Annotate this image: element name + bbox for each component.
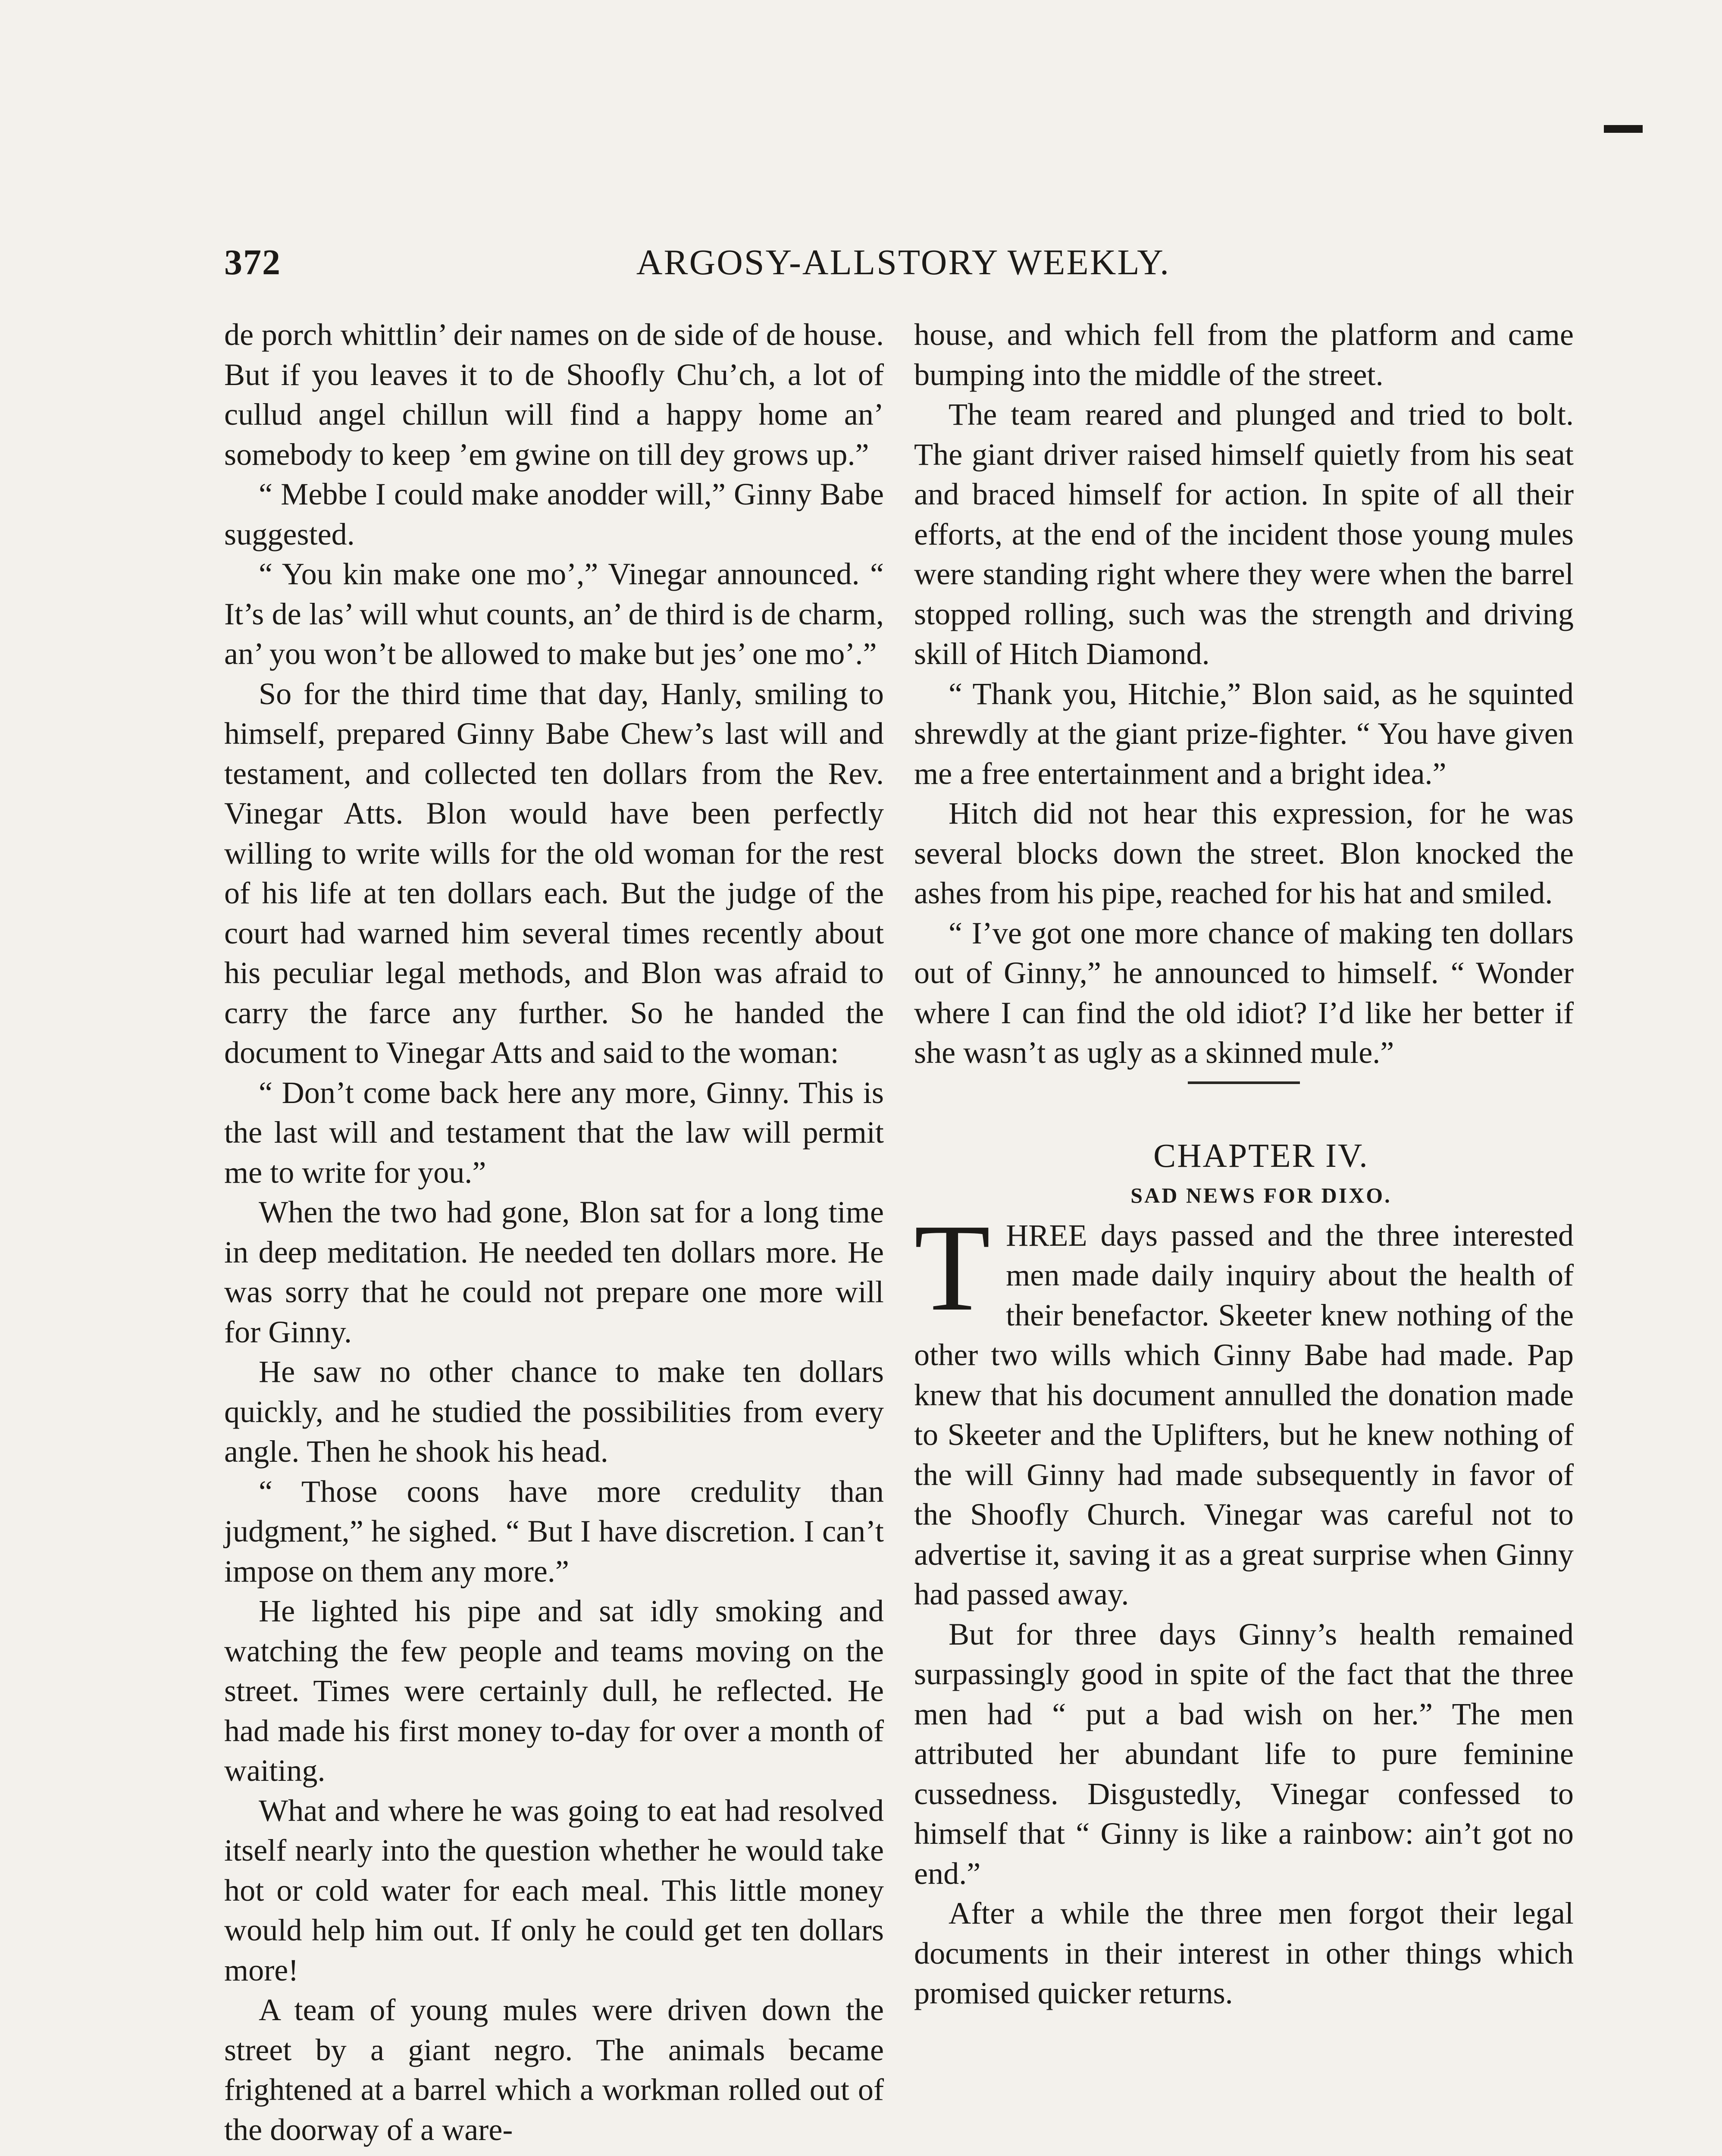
- page-number: 372: [224, 242, 281, 282]
- paragraph: He saw no other chance to make ten dollars quickly, and he studied the possibilities from every angle. Then he shook his head.: [224, 1354, 884, 1469]
- paragraph: The team reared and plunged and tried to bolt. The giant driver raised himself quietly from his seat and braced himself for action. In spite of all their efforts, at the end of the incident those young mules were standing right where they were when the barrel stopped rolling, such was the strength and driving skill of Hitch Diamond.: [914, 397, 1574, 671]
- paragraph: “ Don’t come back here any more, Ginny. This is the last will and testament that the law will permit me to write for you.”: [224, 1075, 884, 1190]
- paragraph: Hitch did not hear this expression, for he was several blocks down the street. Blon knocked the ashes from his pipe, reached for his hat and smiled.: [914, 796, 1574, 910]
- paragraph: de porch whittlin’ deir names on de side of de house. But if you leaves it to de Shoofly Chu’ch, a lot of cullud angel chillun will find a happy home an’ somebody to keep ’em gwine on till dey grows up.”: [224, 317, 884, 472]
- page-header: [224, 241, 1582, 293]
- paragraph: What and where he was going to eat had resolved itself nearly into the question whether he would take hot or cold water for each meal. This little money would help him out. If only he could get ten dollars more!: [224, 1793, 884, 1987]
- scan-artifact-mark: [1604, 125, 1643, 133]
- paragraph: “ Thank you, Hitchie,” Blon said, as he squinted shrewdly at the giant prize-fighter. “ You have given me a free entertainment and a bright idea.”: [914, 676, 1574, 791]
- paragraph: “ You kin make one mo’,” Vinegar announced. “ It’s de las’ will whut counts, an’ de third is de charm, an’ you won’t be allowed to make but jes’ one mo’.”: [224, 557, 884, 671]
- paragraph: He lighted his pipe and sat idly smoking and watching the few people and teams moving on the street. Times were certainly dull, he reflected. He had made his first money to-day for over a month of waiting.: [224, 1594, 884, 1788]
- chapter-subtitle: SAD NEWS FOR DIXO.: [1130, 1183, 1392, 1207]
- chapter-opening-paragraph: [914, 1198, 1574, 1614]
- paragraph: But for three days Ginny’s health remained surpassingly good in spite of the fact that the three men had “ put a bad wish on her.” The men attributed her abundant life to pure feminine cussedness. Disgustedly, Vinegar confessed to himself that “ Ginny is like a rainbow: ain’t got no end.”: [914, 1617, 1574, 1891]
- paragraph: After a while the three men forgot their legal documents in their interest in other things which promised quicker returns.: [914, 1896, 1574, 2010]
- paragraph: “ Those coons have more credulity than judgment,” he sighed. “ But I have discretion. I can’t impose on them any more.”: [224, 1474, 884, 1589]
- opening-text: HREE days passed and the three interested men made daily inquiry about the health of their benefactor. Skeeter knew nothing of the other two wills which Ginny Babe had made. Pap knew that his document annulled the donation made to Skeeter and the Uplifters, but he knew nothing of the will Ginny had made subsequently in favor of the Shoofly Church. Vinegar was careful not to advertise it, saving it as a great surprise when Ginny had passed away.: [914, 1218, 1574, 1611]
- paragraph: So for the third time that day, Hanly, smiling to himself, prepared Ginny Babe Chew’s last will and testament, and collected ten dollars from the Rev. Vinegar Atts. Blon would have been perfectly willing to write wills for the old woman for the rest of his life at ten dollars each. But the judge of the court had warned him several times recently about his peculiar legal methods, and Blon was afraid to carry the farce any further. So he handed the document to Vinegar Atts and said to the woman:: [224, 676, 884, 1070]
- left-column: [224, 315, 884, 2150]
- section-divider: [1188, 1081, 1300, 1084]
- paragraph: When the two had gone, Blon sat for a long time in deep meditation. He needed ten dollars more. He was sorry that he could not prepare one more will for Ginny.: [224, 1195, 884, 1349]
- paragraph: A team of young mules were driven down the street by a giant negro. The animals became frightened at a barrel which a workman rolled out of the doorway of a ware-: [224, 1993, 884, 2147]
- right-column: [914, 315, 1574, 2013]
- running-head: ARGOSY-ALLSTORY WEEKLY.: [636, 242, 1171, 282]
- chapter-title: CHAPTER IV.: [1153, 1136, 1369, 1174]
- paragraph: “ Mebbe I could make anodder will,” Ginny Babe suggested.: [224, 477, 884, 552]
- drop-cap: T: [914, 1198, 991, 1337]
- paragraph: house, and which fell from the platform and came bumping into the middle of the street.: [914, 317, 1574, 392]
- paragraph: “ I’ve got one more chance of making ten dollars out of Ginny,” he announced to himself. “ Wonder where I can find the old idiot? I’d like her better if she wasn’t as ugly as a skinned mule.”: [914, 915, 1574, 1070]
